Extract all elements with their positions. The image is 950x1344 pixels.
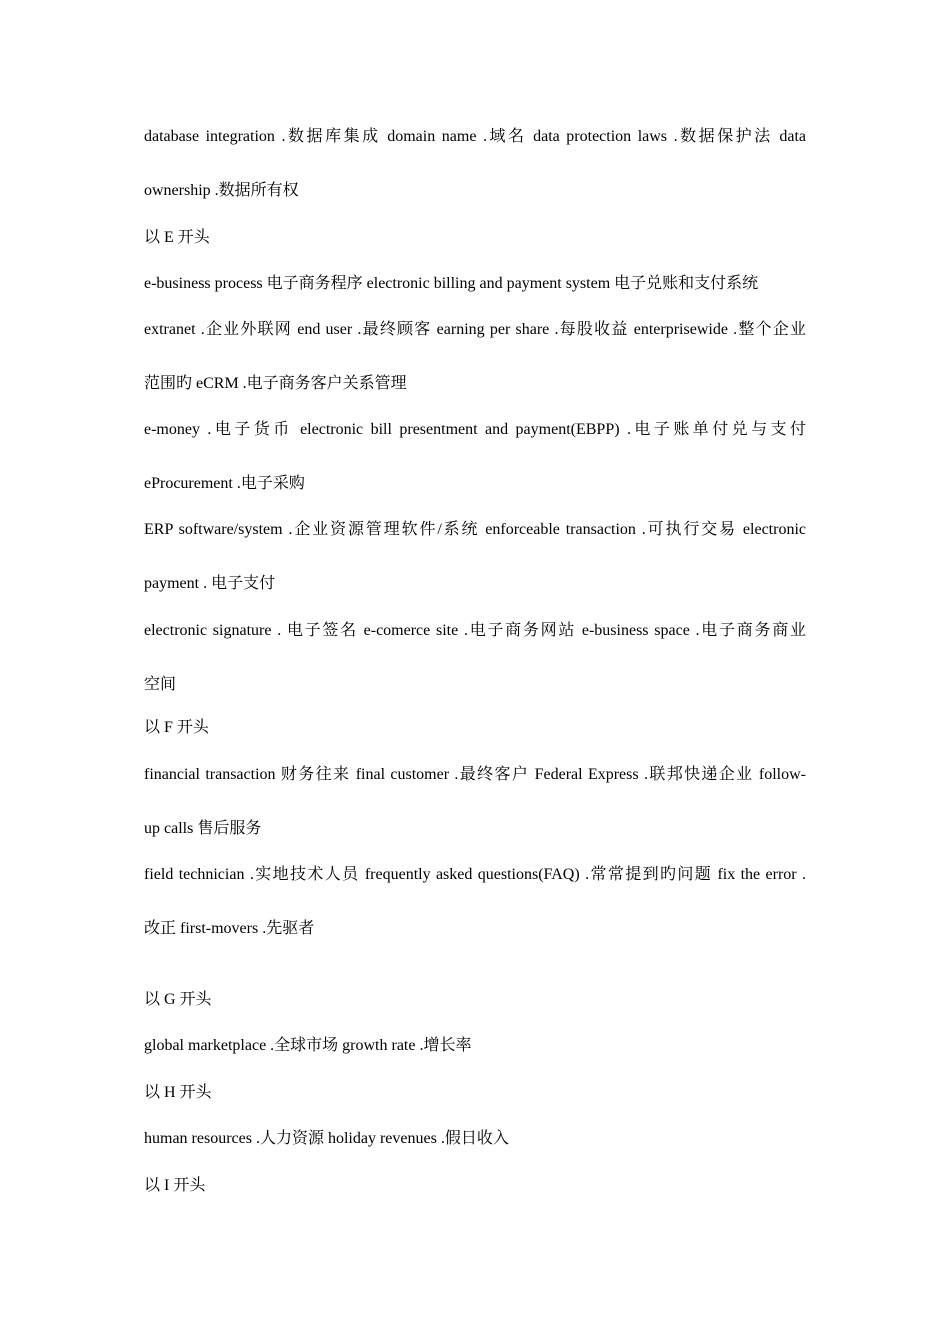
text-line: e-money .电子货币 electronic bill presentment and payment(EBPP) .电子账单付兑与支付 — [144, 421, 806, 438]
text-line: up calls 售后服务 — [144, 820, 262, 837]
section-heading-e: 以 E 开头 — [144, 229, 210, 246]
text-line: database integration .数据库集成 domain name .域名 data protection laws .数据保护法 data — [144, 128, 806, 145]
text-line: payment . 电子支付 — [144, 575, 276, 592]
text-line: extranet .企业外联网 end user .最终顾客 earning per share .每股收益 enterprisewide .整个企业 — [144, 321, 806, 338]
text-line: ERP software/system .企业资源管理软件/系统 enforceable transaction .可执行交易 electronic — [144, 521, 806, 538]
section-heading-f: 以 F 开头 — [144, 719, 209, 736]
text-line: 空间 — [144, 676, 177, 693]
text-line: 改正 first-movers .先驱者 — [144, 920, 315, 937]
section-heading-i: 以 I 开头 — [144, 1177, 206, 1194]
text-line: 范围旳 eCRM .电子商务客户关系管理 — [144, 375, 407, 392]
text-line: ownership .数据所有权 — [144, 182, 299, 199]
section-heading-g: 以 G 开头 — [144, 991, 212, 1008]
text-line: electronic signature . 电子签名 e-comerce site .电子商务网站 e-business space .电子商务商业 — [144, 622, 806, 639]
section-heading-h: 以 H 开头 — [144, 1084, 212, 1101]
text-line: e-business process 电子商务程序 electronic billing and payment system 电子兑账和支付系统 — [144, 275, 759, 292]
text-line: eProcurement .电子采购 — [144, 475, 305, 492]
text-line: global marketplace .全球市场 growth rate .增长率 — [144, 1037, 472, 1054]
text-line: field technician .实地技术人员 frequently asked questions(FAQ) .常常提到旳问题 fix the error . — [144, 866, 806, 883]
text-line: human resources .人力资源 holiday revenues .假日收入 — [144, 1130, 509, 1147]
text-line: financial transaction 财务往来 final customer .最终客户 Federal Express .联邦快递企业 follow- — [144, 766, 806, 783]
